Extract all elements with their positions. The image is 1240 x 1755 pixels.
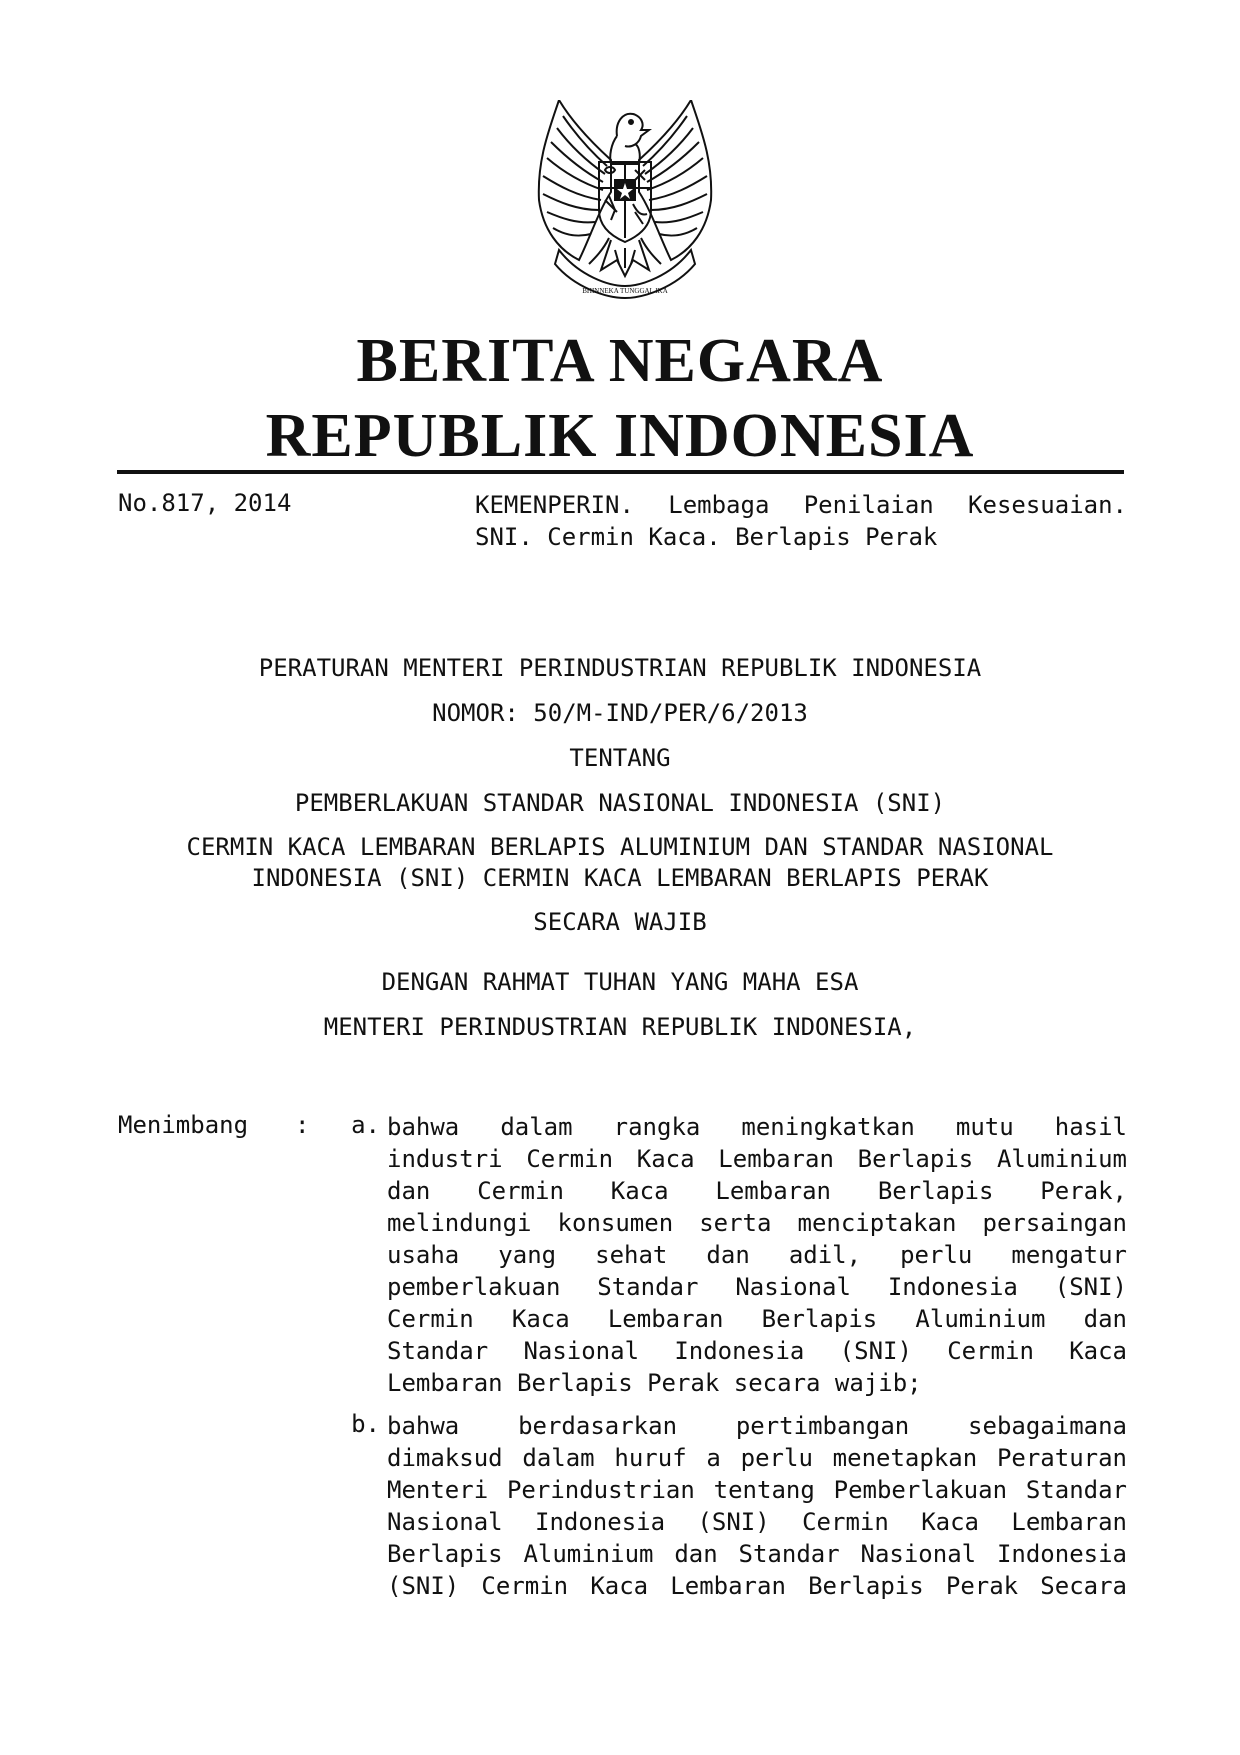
considering-item-letter: b.: [351, 1410, 380, 1438]
preamble-grace: [80, 967, 1160, 998]
item-line: dan Cermin Kaca Lembaran Berlapis Perak,: [387, 1177, 1127, 1205]
considering-item-a: [387, 1111, 1127, 1399]
item-line: Lembaran Berlapis Perak secara wajib;: [387, 1369, 922, 1397]
garuda-emblem-icon: [519, 100, 731, 300]
considering-label: Menimbang: [118, 1111, 249, 1139]
item-line: bahwa berdasarkan pertimbangan sebagaimana: [387, 1412, 1127, 1440]
item-line: melindungi konsumen serta menciptakan persaingan: [387, 1209, 1127, 1237]
masthead-title-line2: REPUBLIK INDONESIA: [265, 402, 975, 470]
header-divider: [117, 470, 1124, 474]
item-line: pemberlakuan Standar Nasional Indonesia (SNI): [387, 1273, 1127, 1301]
item-line: Nasional Indonesia (SNI) Cermin Kaca Lembaran: [387, 1508, 1127, 1536]
regulation-subject-detail: [80, 832, 1160, 894]
item-line: bahwa dalam rangka meningkatkan mutu hasil: [387, 1113, 1127, 1141]
regulation-mandatory: [80, 907, 1160, 938]
regulation-about: [80, 743, 1160, 774]
considering-colon: :: [295, 1111, 310, 1139]
regulation-title: [80, 653, 1160, 684]
regulation-subject-line: INDONESIA (SNI) CERMIN KACA LEMBARAN BERLAPIS PERAK: [251, 864, 989, 892]
preamble-minister: [80, 1012, 1160, 1043]
regulation-subject: [80, 788, 1160, 819]
emblem-motto: BHINNEKA TUNGGAL IKA: [582, 287, 668, 295]
preamble-line: MENTERI PERINDUSTRIAN REPUBLIK INDONESIA,: [323, 1013, 917, 1041]
regulation-number: [80, 698, 1160, 729]
item-line: Cermin Kaca Lembaran Berlapis Aluminium dan: [387, 1305, 1127, 1333]
regulation-number-line: NOMOR: 50/M-IND/PER/6/2013: [432, 699, 808, 727]
subject-line: SNI. Cermin Kaca. Berlapis Perak: [475, 523, 938, 551]
gazette-subject: [475, 489, 1127, 553]
considering-item-letter: a.: [351, 1111, 380, 1139]
masthead-title-line1: BERITA NEGARA: [356, 327, 884, 395]
regulation-subject-line: CERMIN KACA LEMBARAN BERLAPIS ALUMINIUM DAN STANDAR NASIONAL: [186, 833, 1054, 861]
item-line: Menteri Perindustrian tentang Pemberlakuan Standar: [387, 1476, 1127, 1504]
item-line: Berlapis Aluminium dan Standar Nasional Indonesia: [387, 1540, 1127, 1568]
item-line: dimaksud dalam huruf a perlu menetapkan Peraturan: [387, 1444, 1127, 1472]
item-line: usaha yang sehat dan adil, perlu mengatur: [387, 1241, 1127, 1269]
regulation-title-line: PERATURAN MENTERI PERINDUSTRIAN REPUBLIK INDONESIA: [258, 654, 982, 682]
regulation-mandatory-line: SECARA WAJIB: [533, 908, 707, 936]
subject-line: KEMENPERIN. Lembaga Penilaian Kesesuaian.: [475, 491, 1127, 519]
regulation-subject-line: PEMBERLAKUAN STANDAR NASIONAL INDONESIA (SNI): [294, 789, 946, 817]
item-line: Standar Nasional Indonesia (SNI) Cermin Kaca: [387, 1337, 1127, 1365]
item-line: industri Cermin Kaca Lembaran Berlapis Aluminium: [387, 1145, 1127, 1173]
preamble-line: DENGAN RAHMAT TUHAN YANG MAHA ESA: [381, 968, 859, 996]
item-line: (SNI) Cermin Kaca Lembaran Berlapis Perak Secara: [387, 1572, 1127, 1600]
gazette-serial-number: No.817, 2014: [118, 489, 292, 517]
regulation-about-line: TENTANG: [569, 744, 671, 772]
considering-item-b: [387, 1410, 1127, 1602]
